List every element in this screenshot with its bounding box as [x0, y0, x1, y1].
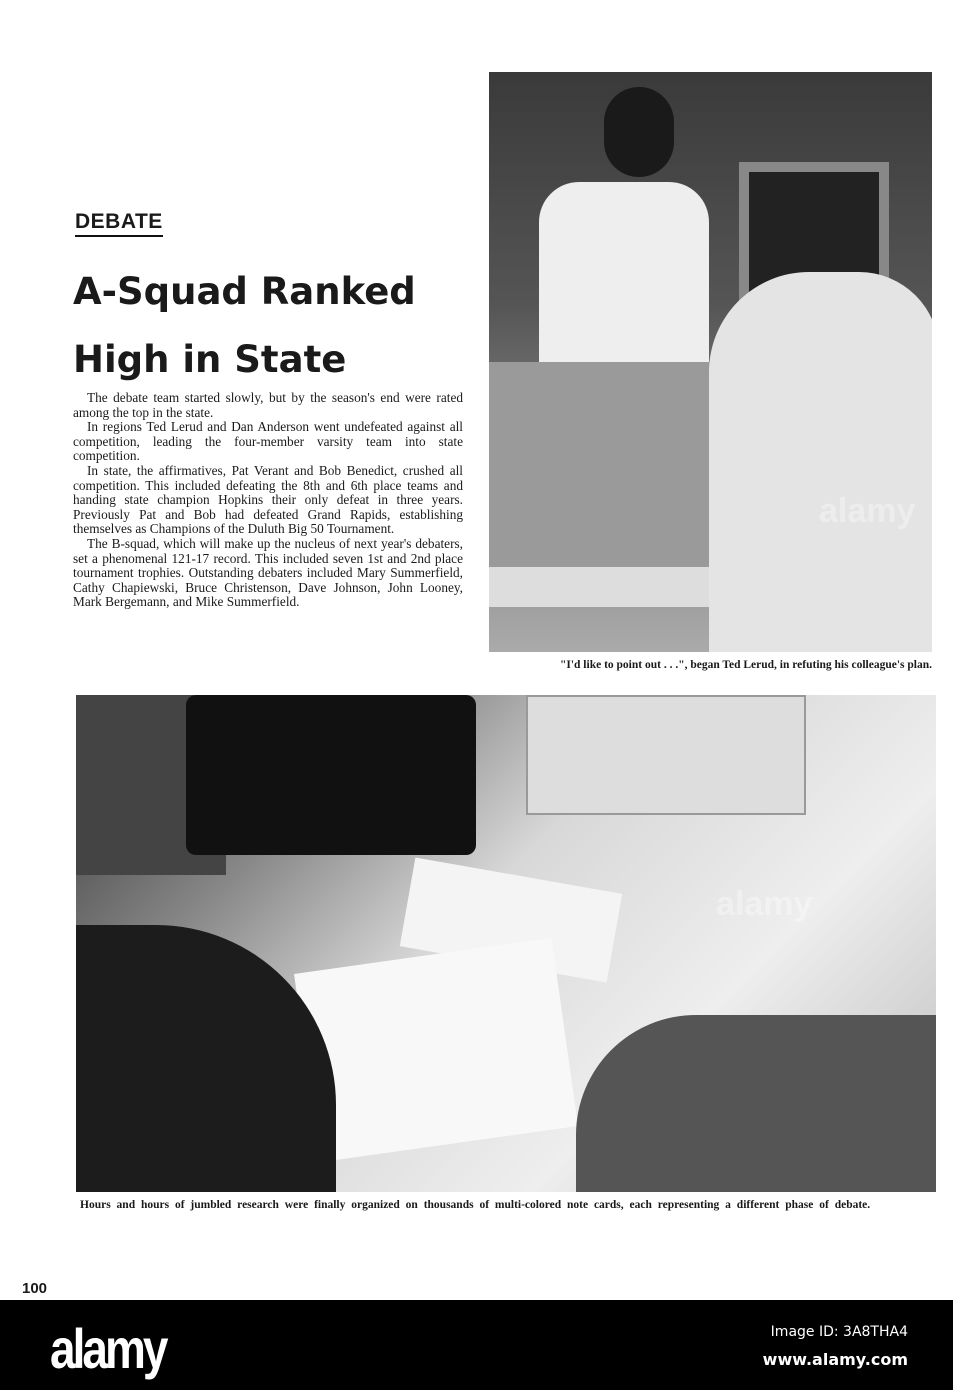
paragraph: The debate team started slowly, but by the season's end were rated among the top in the state. — [73, 390, 463, 420]
image-id: Image ID: 3A8THA4 — [770, 1324, 908, 1340]
stock-footer-bar — [0, 1300, 953, 1390]
section-kicker: DEBATE — [75, 210, 163, 237]
alamy-logo: alamy — [50, 1317, 166, 1381]
site-url[interactable]: www.alamy.com — [762, 1350, 908, 1369]
paragraph: In state, the affirmatives, Pat Verant and Bob Benedict, crushed all competition. This included defeating the 8th and 6th place teams and handing state champion Hopkins their only defeat in three years. Previously Pat and Bob had defeated Grand Rapids, establishing themselves as Champions of the Duluth Big 50 Tournament. — [73, 462, 463, 537]
photo-speaker-at-podium — [489, 72, 932, 652]
paragraph: In regions Ted Lerud and Dan Anderson went undefeated against all competition, leading the four-member varsity team into state competition. — [73, 419, 463, 464]
bottom-photo-caption: Hours and hours of jumbled research were finally organized on thousands of multi-colored note cards, each representing a different phase of debate. — [80, 1199, 871, 1211]
photo-note-cards — [76, 695, 936, 1192]
paragraph: The B-squad, which will make up the nucleus of next year's debaters, set a phenomenal 121-17 record. This included seven 1st and 2nd place tournament trophies. Outstanding debaters included Mary Summerfield, Cathy Chapiewski, Bruce Christenson, Dave Johnson, John Looney, Mark Bergemann, and Mike Summerfield. — [73, 535, 463, 610]
top-photo-caption: "I'd like to point out . . .", began Ted Lerud, in refuting his colleague's plan. — [559, 659, 932, 671]
page-number: 100 — [22, 1280, 48, 1297]
watermark: alamy — [716, 885, 813, 923]
article-title: A-Squad Ranked High in State — [73, 270, 416, 381]
article-body — [73, 391, 463, 610]
watermark: alamy — [819, 492, 916, 530]
